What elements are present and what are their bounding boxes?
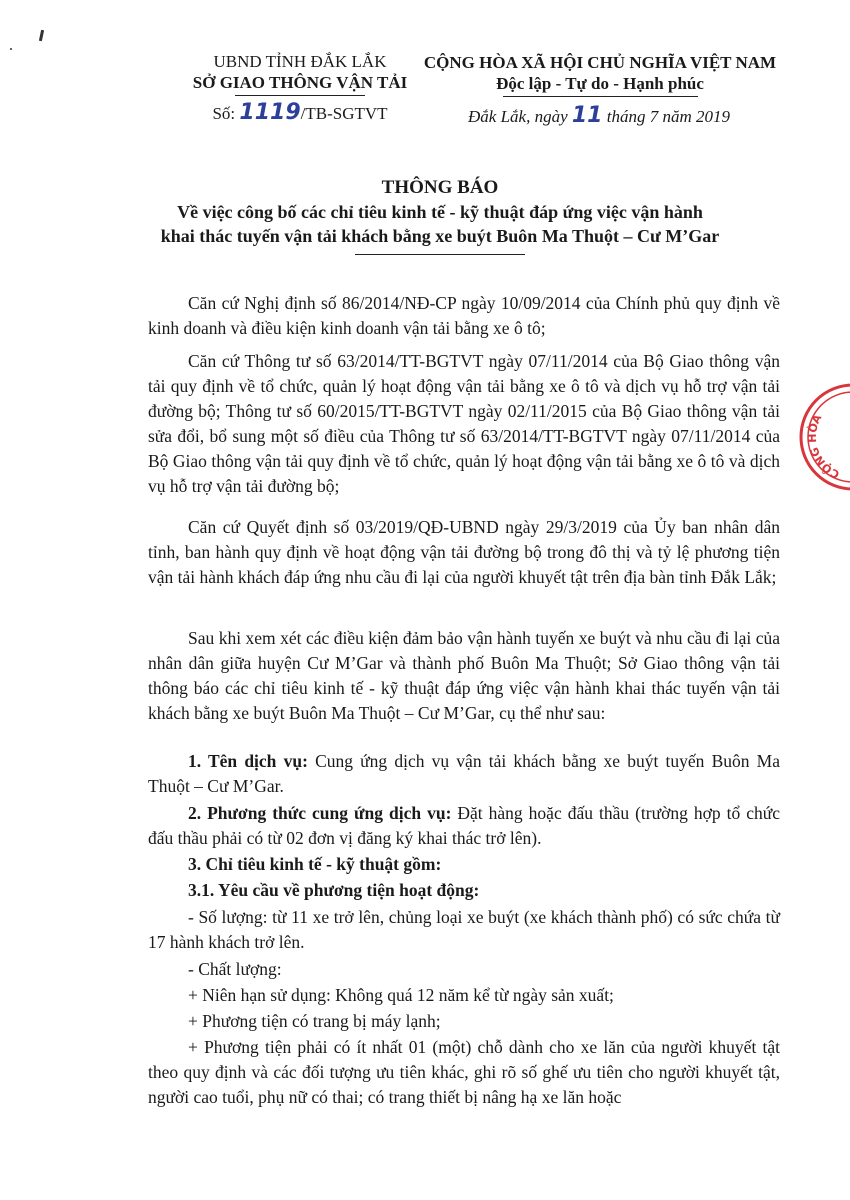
- department-name: SỞ GIAO THÔNG VẬN TẢI: [192, 73, 408, 92]
- doc-number-prefix: Số:: [212, 104, 240, 123]
- motto-divider: [503, 96, 698, 97]
- section-1: [148, 749, 780, 799]
- republic-name: CỘNG HÒA XÃ HỘI CHỦ NGHĨA VIỆT NAM: [423, 53, 777, 72]
- section-1-text: Cung ứng dịch vụ vận tải khách bằng xe buýt tuyến Buôn Ma Thuột – Cư M’Gar.: [148, 751, 780, 796]
- title-block: [150, 176, 730, 255]
- quality-item-wheelchair: + Phương tiện phải có ít nhất 01 (một) chỗ dành cho xe lăn của người khuyết tật theo quy định và các đối tượng ưu tiên khác, ghi rõ số ghế ưu tiên cho người khuyết tật, người cao tuổi, phụ nữ có thai; có trang thiết bị nâng hạ xe lăn hoặc: [148, 1037, 780, 1107]
- scan-mark: [39, 30, 44, 41]
- date-prefix: Đắk Lắk, ngày: [468, 107, 572, 126]
- date-suffix: tháng 7 năm 2019: [602, 107, 730, 126]
- date-day-handwritten: 11: [571, 103, 603, 128]
- quality-item-lifespan: + Niên hạn sử dụng: Không quá 12 năm kể từ ngày sản xuất;: [188, 985, 614, 1005]
- agency-name: UBND TỈNH ĐẮK LẮK: [213, 52, 387, 71]
- paragraph-legal-basis-2: Căn cứ Thông tư số 63/2014/TT-BGTVT ngày 07/11/2014 của Bộ Giao thông vận tải quy định về tổ chức, quản lý hoạt động vận tải bằng xe ô tô và dịch vụ hỗ trợ vận tải đường bộ; Thông tư số 60/2015/TT-BGTVT ngày 02/11/2015 của Bộ Giao thông vận tải sửa đổi, bổ sung một số điều của Thông tư số 63/2014/TT-BGTVT ngày 07/11/2014 của Bộ Giao thông vận tải quy định về tổ chức, quản lý hoạt động vận tải bằng xe ô tô và dịch vụ hỗ trợ vận tải đường bộ;: [148, 351, 780, 496]
- paragraph-legal-basis-3: Căn cứ Quyết định số 03/2019/QĐ-UBND ngày 29/3/2019 của Ủy ban nhân dân tỉnh, ban hành quy định về hoạt động vận tải đường bộ trong đô thị và tỷ lệ phương tiện vận tải hành khách đáp ứng nhu cầu đi lại của người khuyết tật trên địa bàn tỉnh Đắk Lắk;: [148, 517, 780, 587]
- vehicle-quality-heading: - Chất lượng:: [188, 959, 282, 979]
- paragraph-considerations: Sau khi xem xét các điều kiện đảm bảo vận hành tuyến xe buýt và nhu cầu đi lại của nhân dân giữa huyện Cư M’Gar và thành phố Buôn Ma Thuột; Sở Giao thông vận tải thông báo các chỉ tiêu kinh tế - kỹ thuật đáp ứng việc vận hành khai thác tuyến vận tải khách bằng xe buýt Buôn Ma Thuột – Cư M’Gar, cụ thể như sau:: [148, 628, 780, 723]
- national-motto: Độc lập - Tự do - Hạnh phúc: [496, 74, 704, 93]
- section-1-label: 1. Tên dịch vụ:: [188, 751, 308, 771]
- doc-number-handwritten: 1119: [239, 100, 301, 125]
- scan-dot: [10, 48, 12, 50]
- doc-number-suffix: /TB-SGTVT: [300, 104, 388, 123]
- seal-icon: [798, 382, 850, 492]
- national-header: [420, 52, 780, 128]
- quality-item-aircon: + Phương tiện có trang bị máy lạnh;: [188, 1011, 441, 1031]
- official-seal-fragment: [798, 382, 850, 492]
- issuer-divider: [235, 95, 365, 96]
- document-type: THÔNG BÁO: [381, 177, 499, 198]
- section-2-label: 2. Phương thức cung ứng dịch vụ:: [188, 803, 452, 823]
- subject-line-1: Về việc công bố các chỉ tiêu kinh tế - kỹ thuật đáp ứng việc vận hành: [177, 202, 703, 222]
- paragraph-legal-basis-1: Căn cứ Nghị định số 86/2014/NĐ-CP ngày 10/09/2014 của Chính phủ quy định về kinh doanh và điều kiện kinh doanh vận tải bằng xe ô tô;: [148, 293, 780, 338]
- document-number: [160, 102, 440, 125]
- vehicle-quantity: - Số lượng: từ 11 xe trở lên, chủng loại xe buýt (xe khách thành phố) có sức chứa từ 17 hành khách trở lên.: [148, 907, 780, 952]
- section-3-heading: 3. Chỉ tiêu kinh tế - kỹ thuật gồm:: [188, 854, 442, 874]
- issue-date: [420, 105, 780, 128]
- title-divider: [355, 254, 525, 255]
- section-2-text: Đặt hàng hoặc đấu thầu (trường hợp tổ chức đấu thầu phải có từ 02 đơn vị đăng ký khai thác trở lên).: [148, 803, 780, 848]
- section-3-1-heading: 3.1. Yêu cầu về phương tiện hoạt động:: [188, 880, 480, 900]
- svg-text:CỘNG HÒA: CỘNG HÒA: [805, 412, 842, 481]
- issuer-block: [160, 52, 440, 125]
- subject-line-2: khai thác tuyến vận tải khách bằng xe buýt Buôn Ma Thuột – Cư M’Gar: [160, 226, 720, 246]
- section-2: [148, 801, 780, 851]
